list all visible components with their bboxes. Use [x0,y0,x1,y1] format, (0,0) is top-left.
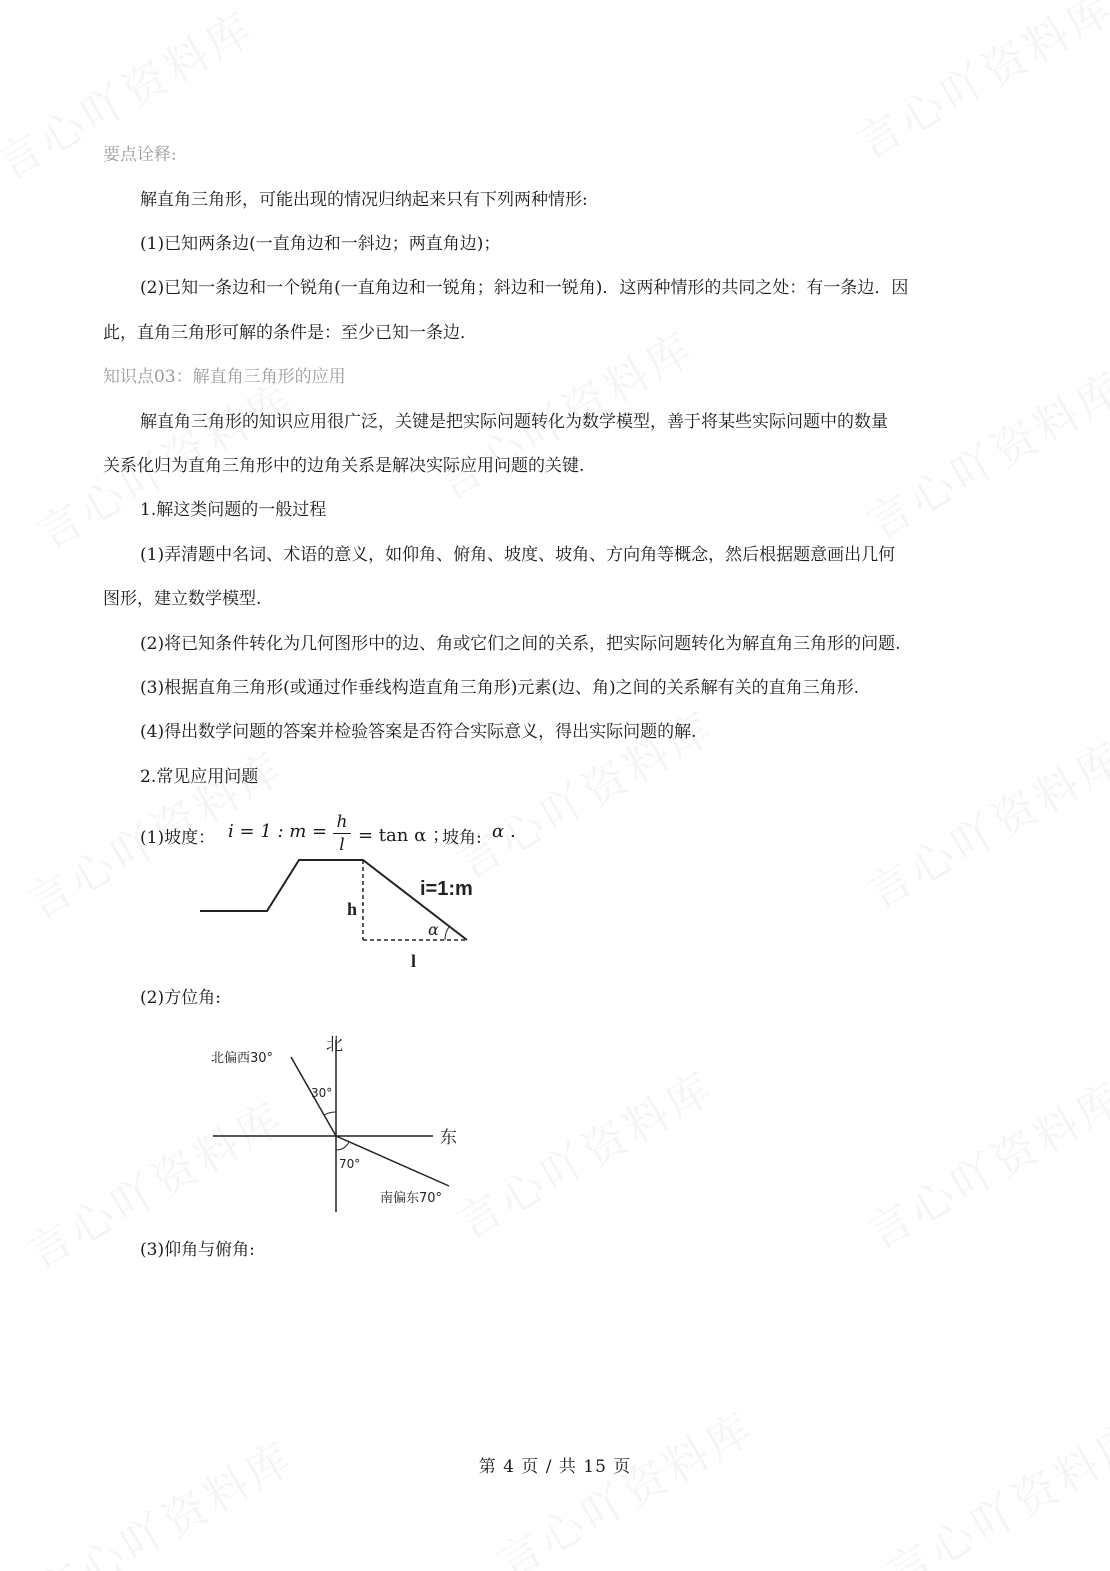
slope-rhs: = tan α ； [358,825,450,846]
paragraph: (2)已知一条边和一个锐角(一直角边和一锐角；斜边和一锐角)．这两种情形的共同之处：有一条边．因 [140,278,909,298]
subheading: 1.解这类问题的一般过程 [140,500,327,520]
slope-ratio-label: i=1:m [420,878,473,900]
watermark [23,1422,304,1571]
elevation-heading: (3)仰角与俯角: [140,1240,255,1260]
paragraph: (2)将已知条件转化为几何图形中的边、角或它们之间的关系，把实际问题转化为解直角三角形的问题. [140,634,901,654]
length-label: l [411,951,417,971]
slope-lhs: i = 1 : m = [228,821,328,842]
watermark [853,352,1110,551]
fraction-numerator: h [336,812,348,832]
watermark [873,1402,1110,1571]
fraction-bar [333,833,351,834]
subheading: 2.常见应用问题 [140,767,259,787]
angle-arc-70 [336,1142,349,1150]
slope-fraction [333,812,351,855]
paragraph: (3)根据直角三角形(或通过作垂线构造直角三角形)元素(边、角)之间的关系解有关的直角三角形. [140,678,860,698]
slope-angle-symbol: α [492,821,505,842]
watermark [483,1392,764,1571]
watermark [853,1062,1110,1261]
slope-angle-end: . [510,821,516,842]
watermark [443,1052,724,1251]
fraction-denominator: l [339,835,345,855]
paragraph: (1)已知两条边(一直角边和一斜边；两直角边)； [140,234,501,254]
angle-30-label: 30° [311,1086,333,1100]
east-label: 东 [440,1128,457,1148]
watermark [853,722,1110,921]
angle-arc-30 [324,1112,336,1115]
slope-angle-label: 坡角: [442,828,482,848]
angle-arc [445,927,449,940]
height-label: h [347,899,358,919]
page-footer: 第 4 页 / 共 15 页 [478,1457,632,1477]
section-note: 要点诠释: [103,145,177,165]
bearing-heading: (2)方位角: [140,988,221,1008]
angle-70-label: 70° [339,1157,361,1171]
paragraph: 此，直角三角形可解的条件是：至少已知一条边． [103,323,477,343]
paragraph: 解直角三角形，可能出现的情况归纳起来只有下列两种情形: [140,190,588,210]
north-label: 北 [326,1035,343,1055]
paragraph: (1)弄清题中名词、术语的意义，如仰角、俯角、坡度、坡角、方向角等概念，然后根据题意画出几何 [140,545,896,565]
embankment-outline [200,860,467,940]
slope-label: (1)坡度： [140,828,216,848]
bearing-diagram [205,1030,485,1220]
watermark [843,0,1110,172]
se-bearing-label: 南偏东70° [380,1191,443,1206]
paragraph: 关系化归为直角三角形中的边角关系是解决实际应用问题的关键. [103,456,585,476]
alpha-label: α [428,920,439,939]
paragraph: 图形，建立数学模型. [103,589,262,609]
paragraph: (4)得出数学问题的答案并检验答案是否符合实际意义，得出实际问题的解. [140,722,697,742]
slope-diagram [195,855,505,975]
paragraph: 解直角三角形的知识应用很广泛，关键是把实际问题转化为数学模型，善于将某些实际问题中的数量 [140,412,888,432]
nw-bearing-label: 北偏西30° [211,1051,274,1066]
knowledge-point-heading: 知识点03：解直角三角形的应用 [103,367,346,387]
